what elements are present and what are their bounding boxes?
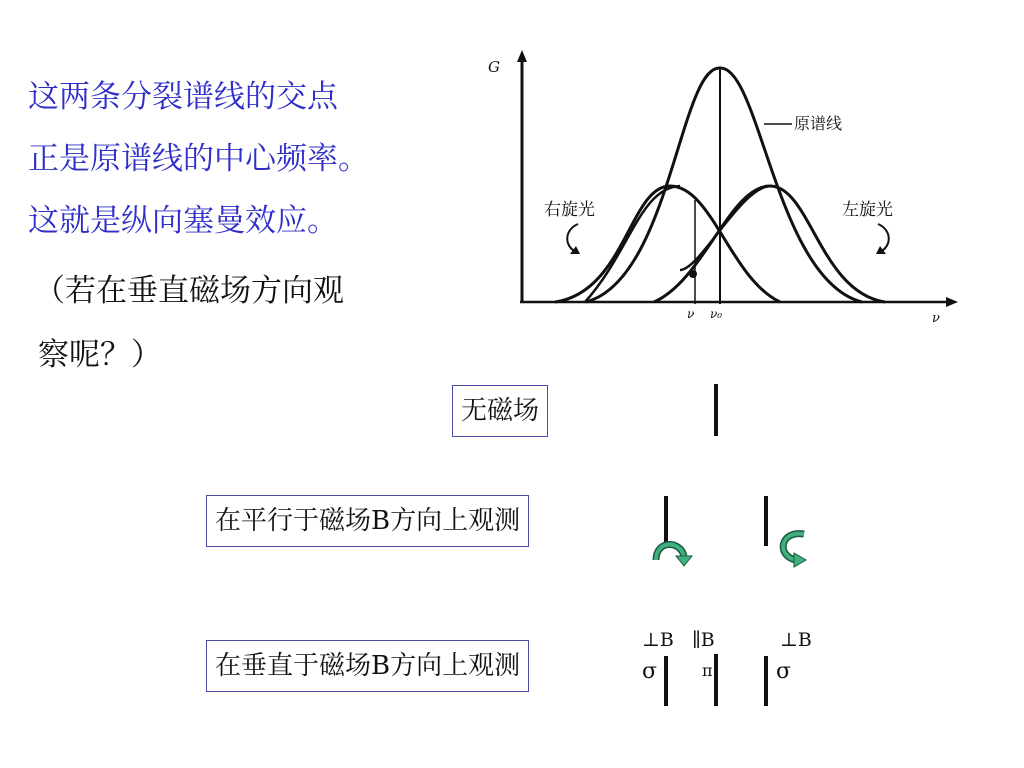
explanation-line-3: 这就是纵向塞曼效应。 bbox=[28, 203, 338, 239]
perp-label-middle-top: ∥B bbox=[692, 629, 715, 651]
y-axis-label: G bbox=[488, 58, 500, 76]
perp-label-left-bottom: σ bbox=[642, 659, 658, 684]
explanation-line-2: 正是原谱线的中心频率。 bbox=[28, 141, 369, 177]
y-axis-arrow bbox=[517, 50, 527, 62]
zeeman-line-diagrams bbox=[630, 370, 850, 730]
perp-label-middle-bottom: π bbox=[702, 661, 713, 680]
left-circular-label: 左旋光 bbox=[842, 200, 893, 220]
right-circular-inner-curve bbox=[585, 186, 680, 302]
no-field-box: 无磁场 bbox=[452, 385, 548, 437]
perp-label-right-bottom: σ bbox=[776, 659, 792, 684]
left-circular-inner-curve bbox=[680, 186, 770, 270]
parallel-observation-box: 在平行于磁场B方向上观测 bbox=[206, 495, 529, 547]
x-axis-arrow bbox=[946, 297, 958, 307]
question-line-2: 察呢？） bbox=[38, 337, 162, 373]
right-circular-label: 右旋光 bbox=[544, 200, 595, 220]
green-arrow-right-icon bbox=[783, 534, 806, 567]
curve-dot bbox=[689, 270, 697, 278]
x-axis-label: ν bbox=[932, 311, 940, 326]
tick-nu0: ν₀ bbox=[710, 307, 723, 321]
question-line-1: （若在垂直磁场方向观 bbox=[34, 273, 344, 309]
original-line-label: 原谱线 bbox=[794, 114, 843, 133]
tick-nu: ν bbox=[687, 307, 695, 321]
perp-label-right-top: ⊥B bbox=[780, 629, 812, 651]
perp-label-left-top: ⊥B bbox=[642, 629, 674, 651]
original-line-curve bbox=[586, 68, 862, 302]
perpendicular-observation-box: 在垂直于磁场B方向上观测 bbox=[206, 640, 529, 692]
zeeman-spectrum-plot bbox=[480, 40, 970, 330]
explanation-line-1: 这两条分裂谱线的交点 bbox=[28, 79, 338, 115]
green-arrow-left-icon bbox=[656, 544, 692, 566]
